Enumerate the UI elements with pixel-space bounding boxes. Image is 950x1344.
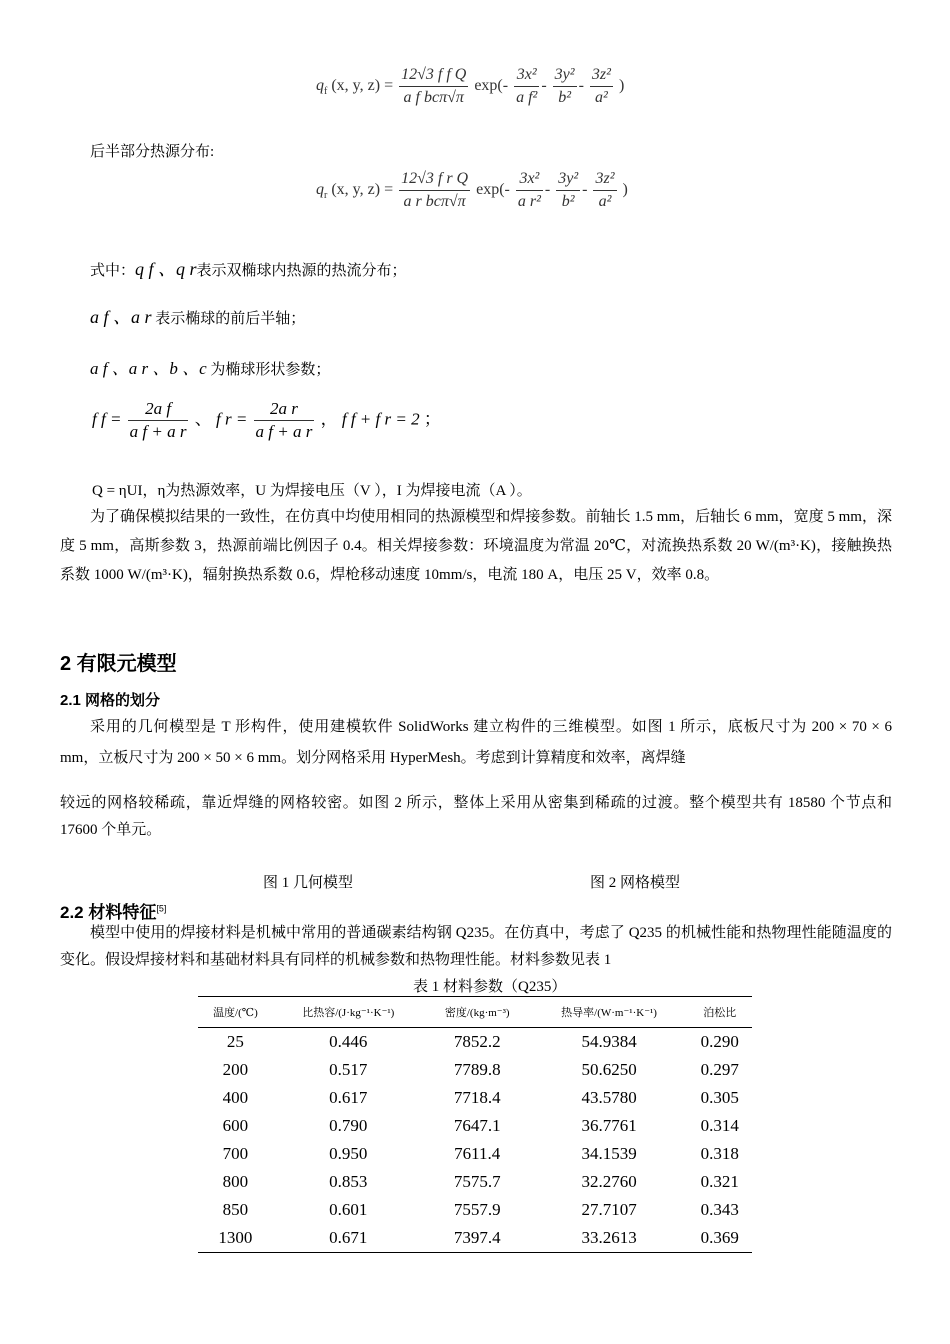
paragraph-geometry-model: 采用的几何模型是 T 形构件，使用建模软件 SolidWorks 建立构件的三维模型。如图 1 所示，底板尺寸为 200 × 70 × 6 mm，立板尺寸为 200 × 50 × 6 mm。划分网格采用 HyperMesh。考虑到计算精度和效率，离焊缝: [60, 719, 892, 766]
header-temperature: 温度/(℃): [198, 997, 273, 1028]
table-row: 800 0.853 7575.7 32.2760 0.321: [222, 1172, 739, 1191]
definition-half-axes: a f 、a r 表示椭球的前后半轴；: [90, 307, 306, 327]
formula-rear-term-x: $\frac{\text{3x²}}{\text{a r²}}$: [517, 170, 541, 210]
section-title-mesh: 2.1 网格的划分: [60, 692, 161, 709]
paragraph-welding-parameters: 为了确保模拟结果的一致性，在仿真中均使用相同的热源模型和焊接参数。前轴长 1.5 mm，后轴长 6 mm，宽度 5 mm，深度 5 mm，高斯参数 3，热源前端比例因子 0.4。相关焊接参数：环境温度为常温 20℃，对流换热系数 20 W/(m³·K)，接触换热系数 1000 W/(m³·K)，辐射换热系数 0.6，焊枪移动速度 10mm/s，电流 180 A，电压 25 V，效率 0.8。: [60, 509, 892, 583]
formula-rear-term-z: $\frac{\text{3z²}}{\text{a²}}$: [595, 170, 615, 210]
definition-shape-parameters: a f 、a r 、b 、c 为椭球形状参数；: [90, 359, 331, 378]
figure-1-caption: 图 1 几何模型: [263, 875, 354, 891]
formula-front-term-z: $\frac{\text{3z²}}{\text{a²}}$: [591, 66, 611, 106]
definition-heat-flux: 式中：q f 、q r表示双椭球内热源的热流分布；: [90, 259, 407, 279]
material-parameters-table: [198, 996, 752, 1253]
table-row: 850 0.601 7557.9 27.7107 0.343: [222, 1200, 739, 1219]
table-row: 1300 0.671 7397.4 33.2613 0.369: [198, 1224, 752, 1253]
header-poisson: 泊松比: [687, 997, 752, 1028]
table-row: 600 0.790 7647.1 36.7761 0.314: [222, 1116, 739, 1135]
formula-front-term-x: $\frac{\text{3x²}}{\text{a f²}}$: [516, 66, 538, 106]
definition-heat-input: Q = ηUI，η为热源效率，U 为焊接电压（V ），I 为焊接电流（A ）。: [92, 483, 532, 499]
paragraph-material: 模型中使用的焊接材料是机械中常用的普通碳素结构钢 Q235。在仿真中，考虑了 Q235 的机械性能和热物理性能随温度的变化。假设焊接材料和基础材料具有同样的机械参数和热物理性能。材料参数见表 1: [60, 925, 892, 968]
table-1-caption: 表 1 材料参数（Q235）: [413, 979, 567, 995]
table-row: 400 0.617 7718.4 43.5780 0.305: [222, 1088, 739, 1107]
definition-fraction-factors: f f = $\frac{\text{2a f}}{\text{a f + a r}}$ 、 f r = $\frac{\text{2a r}}{\text{a f + a r}}$ ， f f + f r = 2 ；: [92, 399, 441, 441]
header-conductivity: 热导率/(W·m⁻¹·K⁻¹): [531, 997, 688, 1028]
rear-distribution-label: 后半部分热源分布:: [90, 144, 215, 160]
formula-rear-coefficient: $\frac{\text{12√3 f r Q}}{\text{a r bcπ√π}}$: [401, 170, 469, 210]
table-row: 25 0.446 7852.2 54.9384 0.290: [226, 1032, 739, 1051]
section-title-fem: 2 有限元模型: [60, 653, 177, 675]
formula-rear-heat-source: $q_r$ (x, y, z) = $\frac{\text{12√3 f r Q}}{\text{a r bcπ√π}}$ exp(- $\frac{\text{3x²}}{\text{a r²}}$ - $\frac{\text{3y²}}{\text{b²}}$ - $\frac{\text{3z²}}{\text{a²}}$ ): [316, 168, 628, 213]
formula-front-coefficient: $\frac{\text{12√3 f f Q}}{\text{a f bcπ√π}}$: [401, 66, 467, 106]
table-row: 200 0.517 7789.8 50.6250 0.297: [222, 1060, 739, 1079]
formula-front-term-y: $\frac{\text{3y²}}{\text{b²}}$: [554, 66, 575, 106]
header-density: 密度/(kg·m⁻³): [424, 997, 531, 1028]
header-specific-heat: 比热容/(J·kg⁻¹·K⁻¹): [273, 997, 424, 1028]
paragraph-mesh-density: 较远的网格较稀疏，靠近焊缝的网格较密。如图 2 所示，整体上采用从密集到稀疏的过渡。整个模型共有 18580 个节点和 17600 个单元。: [60, 795, 892, 838]
citation-ref: [5]: [156, 903, 167, 914]
figure-2-caption: 图 2 网格模型: [590, 875, 681, 891]
table-header-row: [198, 997, 752, 1028]
section-title-material: 2.2 材料特征[5]: [60, 903, 167, 922]
formula-front-heat-source: $q_f$ (x, y, z) = $\frac{\text{12√3 f f Q}}{\text{a f bcπ√π}}$ exp(- $\frac{\text{3x²}}{\text{a f²}}$ - $\frac{\text{3y²}}{\text{b²}}$ - $\frac{\text{3z²}}{\text{a²}}$ ): [316, 64, 624, 109]
table-row: 700 0.950 7611.4 34.1539 0.318: [222, 1144, 739, 1163]
formula-rear-term-y: $\frac{\text{3y²}}{\text{b²}}$: [558, 170, 579, 210]
